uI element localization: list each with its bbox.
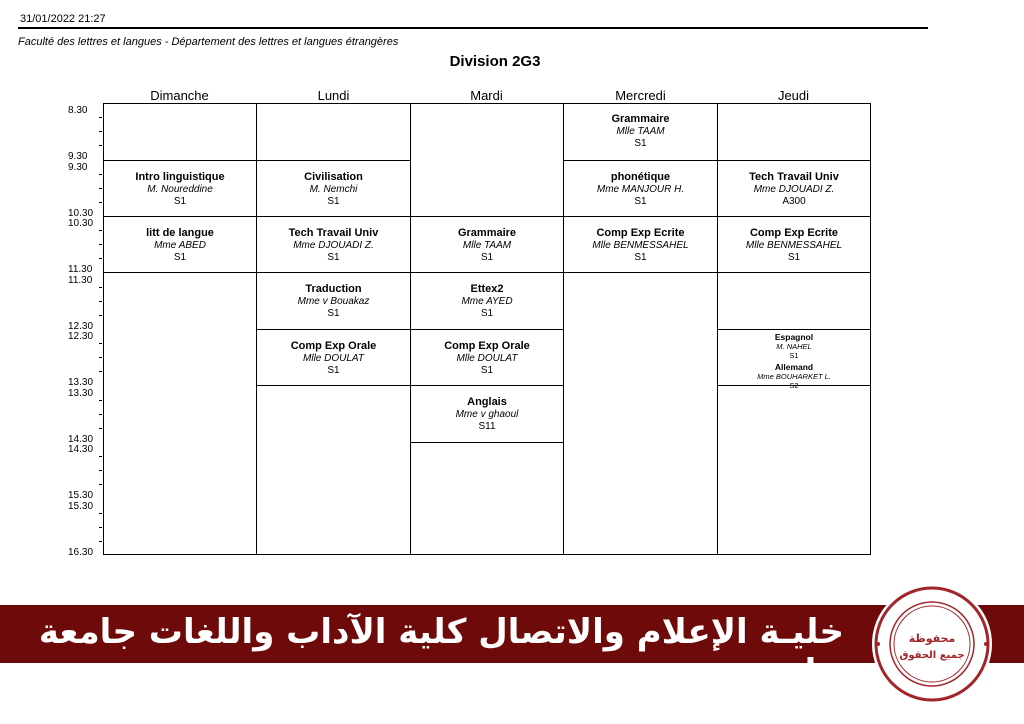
course-name: Comp Exp Orale	[444, 340, 530, 352]
course-name: phonétique	[610, 171, 671, 183]
time-tick	[99, 484, 102, 485]
course-cell	[257, 160, 410, 217]
time-tick	[99, 145, 102, 146]
course-cell	[564, 103, 717, 161]
course-name: litt de langue	[146, 227, 214, 239]
teacher-name: Mme DJOUADI Z.	[293, 240, 374, 251]
time-label: 11.30	[68, 264, 93, 275]
time-label: 10.30	[68, 208, 94, 219]
svg-text:محفوظة: محفوظة	[908, 632, 956, 645]
time-tick	[99, 188, 102, 189]
room-name: S1	[327, 308, 340, 319]
time-tick	[99, 541, 102, 542]
day-header-lundi: Lundi	[317, 88, 350, 103]
time-tick	[99, 357, 102, 358]
course-cell	[411, 385, 563, 443]
time-tick	[99, 244, 102, 245]
time-label: 15.30	[68, 490, 94, 501]
teacher-name: Mme ABED	[154, 240, 206, 251]
time-tick	[99, 301, 102, 302]
time-label: 9.30	[68, 151, 88, 162]
course-cell	[411, 216, 563, 273]
teacher-name: Mme v ghaoul	[455, 409, 519, 420]
time-tick	[99, 202, 102, 203]
day-header-jeudi: Jeudi	[777, 88, 810, 103]
course-cell	[564, 216, 717, 273]
course-cell	[411, 272, 563, 330]
course-name: Civilisation	[304, 171, 363, 183]
room-name: S1	[480, 308, 494, 319]
course-cell	[257, 329, 410, 386]
course-cell	[257, 272, 410, 330]
faculty-line: Faculté des lettres et langues - Département des lettres et langues étrangères	[18, 36, 399, 48]
room-name: S1	[327, 252, 340, 263]
time-tick	[99, 131, 102, 132]
division-title: Division 2G3	[449, 53, 541, 70]
time-tick	[99, 414, 102, 415]
room-name: S1	[634, 252, 647, 263]
teacher-name: M. Noureddine	[147, 184, 213, 195]
course-name: Allemand	[774, 362, 814, 372]
time-label: 11.30	[68, 275, 93, 286]
course-name: Anglais	[467, 396, 507, 408]
time-label: 10.30	[68, 218, 94, 229]
banner-title: خليـة الإعلام والاتصال كلية الآداب واللغات جامعة تيارت	[38, 612, 844, 692]
course-cell	[718, 329, 870, 390]
teacher-name: Mlle TAAM	[616, 126, 665, 137]
course-cell	[718, 160, 870, 217]
course-cell	[257, 216, 410, 273]
time-tick	[99, 343, 102, 344]
time-label: 15.30	[68, 501, 94, 512]
course-name: Comp Exp Ecrite	[596, 227, 685, 239]
print-datetime: 31/01/2022 21:27	[20, 13, 106, 25]
time-tick	[99, 513, 102, 514]
time-tick	[99, 470, 102, 471]
room-name: S1	[789, 351, 799, 360]
time-label: 14.30	[68, 434, 94, 445]
course-cell	[104, 160, 256, 217]
course-cell	[718, 216, 870, 273]
room-name: S1	[634, 196, 647, 207]
room-name: S1	[173, 196, 187, 207]
time-label: 16.30	[68, 547, 94, 558]
teacher-name: Mlle DOULAT	[303, 353, 364, 364]
time-tick	[99, 400, 102, 401]
teacher-name: M. Nemchi	[309, 184, 358, 195]
time-tick	[99, 174, 102, 175]
teacher-name: Mme AYED	[461, 296, 513, 307]
time-label: 9.30	[68, 162, 88, 173]
time-label: 12.30	[68, 321, 94, 332]
time-tick	[99, 287, 102, 288]
time-tick	[99, 117, 102, 118]
time-label: 12.30	[68, 331, 94, 342]
teacher-name: Mme MANJOUR H.	[596, 184, 685, 195]
course-name: Tech Travail Univ	[749, 171, 839, 183]
course-name: Ettex2	[470, 283, 504, 295]
day-header-dimanche: Dimanche	[150, 88, 209, 103]
time-tick	[99, 371, 102, 372]
time-tick	[99, 230, 102, 231]
room-name: S1	[173, 252, 187, 263]
time-tick	[99, 428, 102, 429]
course-name: Espagnol	[774, 332, 814, 342]
time-label: 13.30	[68, 377, 94, 388]
teacher-name: Mlle BENMESSAHEL	[745, 240, 843, 251]
empty-cell	[718, 272, 870, 330]
teacher-name: Mme DJOUADI Z.	[753, 184, 835, 195]
room-name: A300	[782, 196, 806, 207]
university-seal-icon	[868, 580, 996, 708]
course-cell	[104, 216, 256, 273]
room-name: S1	[787, 252, 801, 263]
time-tick	[99, 456, 102, 457]
course-name: Traduction	[305, 283, 362, 295]
teacher-name: Mme BOUHARKET L.	[757, 372, 831, 381]
room-name: S1	[327, 365, 340, 376]
room-name: S1	[480, 252, 494, 263]
teacher-name: Mme v Bouakaz	[297, 296, 370, 307]
course-name: Comp Exp Orale	[290, 340, 377, 352]
time-tick	[99, 258, 102, 259]
course-name: Grammaire	[457, 227, 517, 239]
course-name: Tech Travail Univ	[288, 227, 379, 239]
course-cell	[411, 329, 563, 386]
teacher-name: Mlle BENMESSAHEL	[592, 240, 689, 251]
header-rule	[18, 27, 928, 29]
time-label: 13.30	[68, 388, 94, 399]
teacher-name: Mlle DOULAT	[456, 353, 518, 364]
time-tick	[99, 527, 102, 528]
time-label: 8.30	[68, 105, 88, 116]
time-label: 14.30	[68, 444, 94, 455]
time-tick	[99, 315, 102, 316]
room-name: S2	[789, 381, 799, 390]
course-name: Grammaire	[611, 113, 670, 125]
room-name: S1	[634, 138, 647, 149]
teacher-name: M. NAHEL	[776, 342, 812, 351]
teacher-name: Mlle TAAM	[462, 240, 512, 251]
course-name: Intro linguistique	[135, 171, 225, 183]
room-name: S1	[480, 365, 494, 376]
day-header-mardi: Mardi	[470, 88, 503, 103]
room-name: S11	[478, 421, 496, 432]
course-cell	[564, 160, 717, 217]
course-name: Comp Exp Ecrite	[749, 227, 839, 239]
svg-text:جميع الحقوق: جميع الحقوق	[899, 650, 965, 661]
day-header-mercredi: Mercredi	[615, 88, 666, 103]
room-name: S1	[327, 196, 340, 207]
